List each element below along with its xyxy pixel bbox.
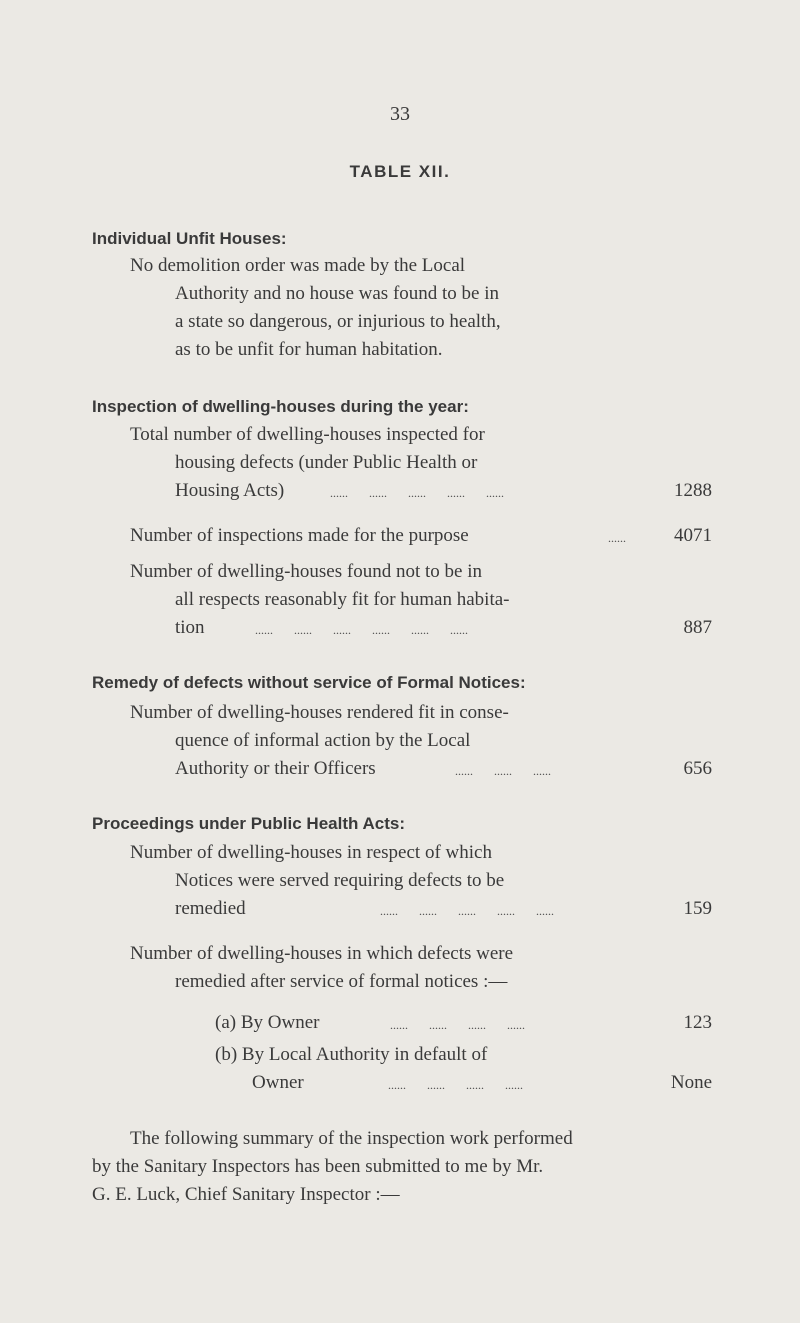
sub-item-line: (a) By Owner [215,1012,320,1033]
item-line: tion [175,617,205,638]
dot-leader: ...... ...... ...... ...... ...... [330,486,504,500]
paragraph-line: No demolition order was made by the Local [130,255,466,276]
item-line: all respects reasonably fit for human habita- [175,589,510,610]
paragraph-line: a state so dangerous, or injurious to health, [175,311,501,332]
dot-leader: ...... ...... ...... ...... ...... ...... [255,623,468,637]
item-line: Total number of dwelling-houses inspected for [130,424,485,445]
sub-item-line: Owner [252,1072,304,1093]
page-number: 33 [390,103,410,125]
dot-leader: ...... ...... ...... ...... [390,1018,525,1032]
item-line: quence of informal action by the Local [175,730,471,751]
paragraph-line: Authority and no house was found to be in [175,283,500,304]
item-line: remedied after service of formal notices :— [175,971,508,992]
item-line: Number of dwelling-houses in which defects were [130,943,514,964]
item-line: remedied [175,898,246,919]
item-line: Number of dwelling-houses found not to be in [130,561,482,582]
section-heading-remedy: Remedy of defects without service of Formal Notices: [92,673,526,692]
closing-line: by the Sanitary Inspectors has been submitted to me by Mr. [92,1156,544,1177]
sub-item-line: (b) By Local Authority in default of [215,1044,488,1065]
section-heading-proceedings: Proceedings under Public Health Acts: [92,814,405,833]
closing-line: G. E. Luck, Chief Sanitary Inspector :— [92,1184,400,1205]
item-value: 887 [683,617,712,638]
dot-leader: ...... ...... ...... ...... [388,1078,523,1092]
item-line: Number of dwelling-houses in respect of which [130,842,492,863]
item-line: Housing Acts) [175,480,285,501]
item-line: Number of inspections made for the purpose [130,525,469,546]
section-heading-inspection: Inspection of dwelling-houses during the year: [92,397,469,416]
paragraph-line: as to be unfit for human habitation. [175,339,443,360]
dot-leader: ...... ...... ...... [455,764,551,778]
item-line: Authority or their Officers [175,758,376,779]
item-value: 1288 [674,480,712,501]
item-value: 159 [683,898,712,919]
item-line: Number of dwelling-houses rendered fit in conse- [130,702,509,723]
item-value: 656 [683,758,712,779]
section-heading-unfit: Individual Unfit Houses: [92,229,287,248]
item-value: 123 [683,1012,712,1033]
dot-leader: ...... ...... ...... ...... ...... [380,904,554,918]
item-line: housing defects (under Public Health or [175,452,478,473]
item-line: Notices were served requiring defects to be [175,870,505,891]
dot-leader: ...... [608,531,626,545]
item-value: 4071 [674,525,712,546]
item-value: None [670,1072,712,1093]
table-title: TABLE XII. [349,162,451,181]
closing-line: The following summary of the inspection work performed [130,1128,573,1149]
